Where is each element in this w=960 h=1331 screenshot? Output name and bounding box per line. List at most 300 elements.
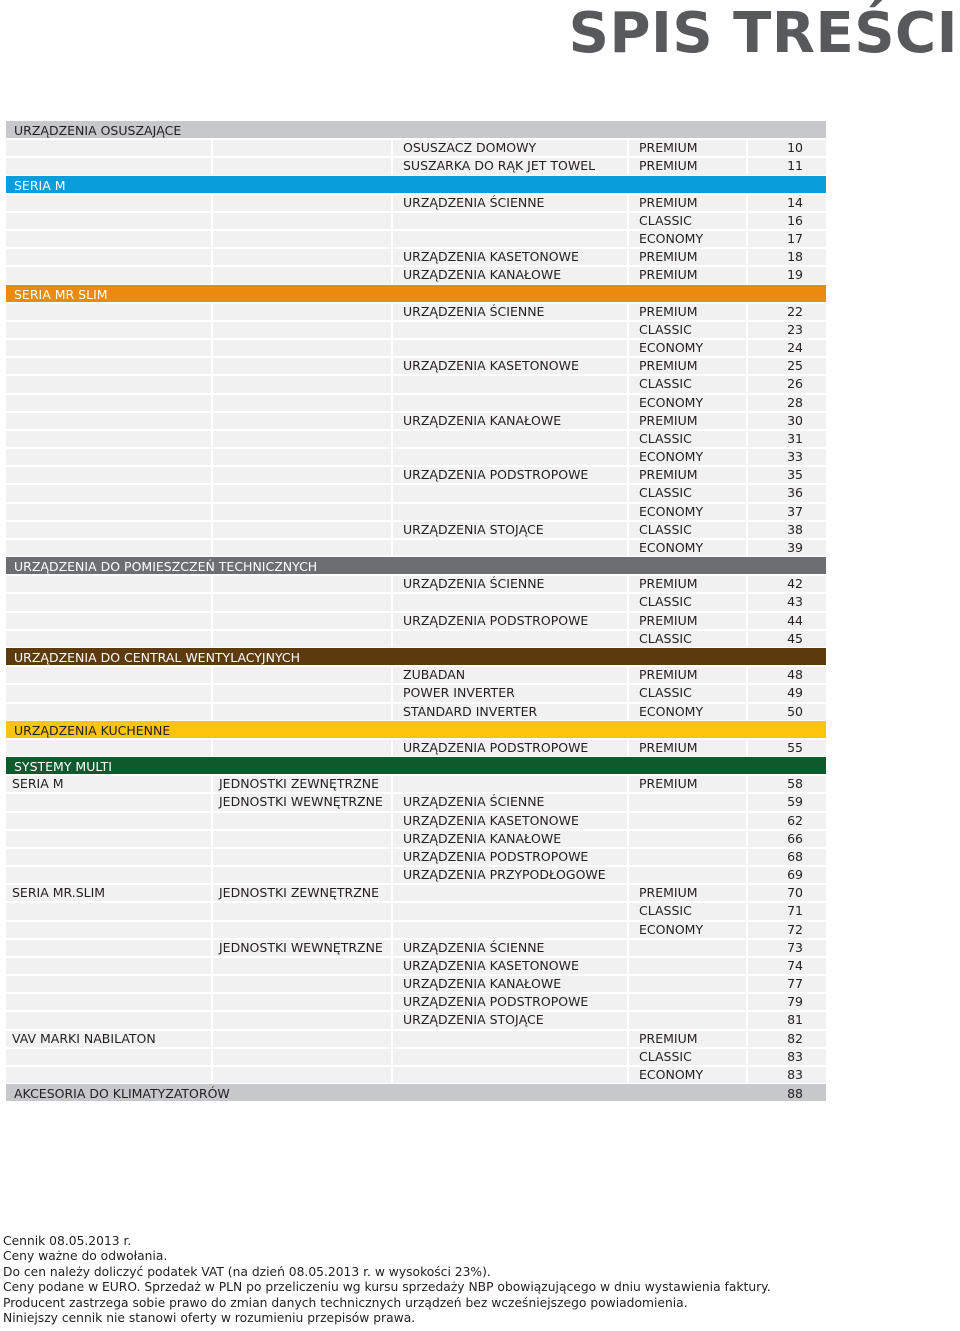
class-cell: CLASSIC bbox=[629, 685, 746, 701]
series-cell bbox=[6, 195, 211, 211]
device-cell bbox=[393, 594, 627, 610]
section-header bbox=[6, 557, 826, 575]
class-cell: PREMIUM bbox=[629, 885, 746, 901]
class-cell: PREMIUM bbox=[629, 613, 746, 629]
series-cell bbox=[6, 431, 211, 447]
class-cell: ECONOMY bbox=[629, 449, 746, 465]
page-title: SPIS TREŚCI bbox=[568, 1, 958, 66]
table-row bbox=[6, 830, 826, 848]
table-of-contents bbox=[6, 121, 826, 1102]
unit-type-cell bbox=[213, 431, 391, 447]
device-cell: URZĄDZENIA KASETONOWE bbox=[393, 958, 627, 974]
page-number: 38 bbox=[748, 522, 826, 538]
table-row bbox=[6, 593, 826, 611]
device-cell: POWER INVERTER bbox=[393, 685, 627, 701]
table-row bbox=[6, 375, 826, 393]
table-row bbox=[6, 303, 826, 321]
table-row bbox=[6, 339, 826, 357]
unit-type-cell bbox=[213, 395, 391, 411]
class-cell bbox=[629, 813, 746, 829]
section-title: URZĄDZENIA DO CENTRAL WENTYLACYJNYCH bbox=[14, 649, 301, 665]
section-header bbox=[6, 1084, 826, 1102]
unit-type-cell bbox=[213, 667, 391, 683]
page-number: 17 bbox=[748, 231, 826, 247]
section-header-bar bbox=[6, 757, 826, 774]
class-cell: PREMIUM bbox=[629, 776, 746, 792]
series-cell bbox=[6, 903, 211, 919]
unit-type-cell bbox=[213, 813, 391, 829]
class-cell: CLASSIC bbox=[629, 522, 746, 538]
unit-type-cell bbox=[213, 831, 391, 847]
class-cell: PREMIUM bbox=[629, 413, 746, 429]
unit-type-cell bbox=[213, 903, 391, 919]
series-cell bbox=[6, 522, 211, 538]
table-row bbox=[6, 848, 826, 866]
table-row bbox=[6, 775, 826, 793]
device-cell bbox=[393, 885, 627, 901]
table-row bbox=[6, 939, 826, 957]
class-cell: ECONOMY bbox=[629, 395, 746, 411]
unit-type-cell bbox=[213, 922, 391, 938]
series-cell bbox=[6, 594, 211, 610]
device-cell bbox=[393, 485, 627, 501]
class-cell: PREMIUM bbox=[629, 195, 746, 211]
series-cell bbox=[6, 213, 211, 229]
table-row bbox=[6, 902, 826, 920]
device-cell: URZĄDZENIA PODSTROPOWE bbox=[393, 613, 627, 629]
page-number: 79 bbox=[748, 994, 826, 1010]
page-number: 44 bbox=[748, 613, 826, 629]
page-number: 71 bbox=[748, 903, 826, 919]
table-row bbox=[6, 884, 826, 902]
page-number: 72 bbox=[748, 922, 826, 938]
unit-type-cell bbox=[213, 867, 391, 883]
page-number: 25 bbox=[748, 358, 826, 374]
unit-type-cell bbox=[213, 1031, 391, 1047]
device-cell: OSUSZACZ DOMOWY bbox=[393, 140, 627, 156]
series-cell bbox=[6, 504, 211, 520]
table-row bbox=[6, 921, 826, 939]
class-cell bbox=[629, 794, 746, 810]
table-row bbox=[6, 466, 826, 484]
table-row bbox=[6, 739, 826, 757]
table-row bbox=[6, 703, 826, 721]
class-cell: ECONOMY bbox=[629, 504, 746, 520]
unit-type-cell bbox=[213, 340, 391, 356]
device-cell: ZUBADAN bbox=[393, 667, 627, 683]
class-cell bbox=[629, 958, 746, 974]
page-number: 77 bbox=[748, 976, 826, 992]
page-number: 39 bbox=[748, 540, 826, 556]
unit-type-cell bbox=[213, 504, 391, 520]
series-cell bbox=[6, 667, 211, 683]
device-cell bbox=[393, 922, 627, 938]
unit-type-cell bbox=[213, 158, 391, 174]
device-cell: URZĄDZENIA KANAŁOWE bbox=[393, 267, 627, 283]
series-cell bbox=[6, 231, 211, 247]
page-number: 35 bbox=[748, 467, 826, 483]
table-row bbox=[6, 684, 826, 702]
class-cell: PREMIUM bbox=[629, 576, 746, 592]
unit-type-cell bbox=[213, 322, 391, 338]
device-cell bbox=[393, 213, 627, 229]
class-cell: ECONOMY bbox=[629, 922, 746, 938]
table-row bbox=[6, 521, 826, 539]
device-cell: URZĄDZENIA KASETONOWE bbox=[393, 358, 627, 374]
table-row bbox=[6, 194, 826, 212]
page-number: 37 bbox=[748, 504, 826, 520]
page-number: 24 bbox=[748, 340, 826, 356]
unit-type-cell bbox=[213, 594, 391, 610]
section-title: SERIA MR SLIM bbox=[14, 286, 108, 302]
note-line: Ceny podane w EURO. Sprzedaż w PLN po przeliczeniu wg kursu sprzedaży NBP obowiązującego w dniu wystawienia faktury. bbox=[3, 1280, 771, 1295]
table-row bbox=[6, 957, 826, 975]
page-number: 49 bbox=[748, 685, 826, 701]
class-cell: CLASSIC bbox=[629, 213, 746, 229]
device-cell bbox=[393, 903, 627, 919]
unit-type-cell bbox=[213, 467, 391, 483]
series-cell bbox=[6, 304, 211, 320]
unit-type-cell bbox=[213, 249, 391, 265]
page-number: 10 bbox=[748, 140, 826, 156]
unit-type-cell bbox=[213, 413, 391, 429]
unit-type-cell bbox=[213, 576, 391, 592]
page-number: 45 bbox=[748, 631, 826, 647]
class-cell: PREMIUM bbox=[629, 158, 746, 174]
device-cell bbox=[393, 376, 627, 392]
class-cell: CLASSIC bbox=[629, 376, 746, 392]
series-cell bbox=[6, 849, 211, 865]
series-cell bbox=[6, 922, 211, 938]
unit-type-cell bbox=[213, 631, 391, 647]
series-cell bbox=[6, 613, 211, 629]
table-row bbox=[6, 1011, 826, 1029]
device-cell: URZĄDZENIA ŚCIENNE bbox=[393, 794, 627, 810]
class-cell: CLASSIC bbox=[629, 485, 746, 501]
page-number: 23 bbox=[748, 322, 826, 338]
class-cell bbox=[629, 1012, 746, 1028]
device-cell: URZĄDZENIA ŚCIENNE bbox=[393, 304, 627, 320]
table-row bbox=[6, 321, 826, 339]
section-title: URZĄDZENIA OSUSZAJĄCE bbox=[14, 123, 182, 138]
device-cell bbox=[393, 1067, 627, 1083]
class-cell: PREMIUM bbox=[629, 140, 746, 156]
device-cell: URZĄDZENIA ŚCIENNE bbox=[393, 195, 627, 211]
unit-type-cell bbox=[213, 195, 391, 211]
series-cell bbox=[6, 831, 211, 847]
unit-type-cell: JEDNOSTKI WEWNĘTRZNE bbox=[213, 794, 391, 810]
device-cell bbox=[393, 631, 627, 647]
page-number: 14 bbox=[748, 195, 826, 211]
table-row bbox=[6, 430, 826, 448]
series-cell bbox=[6, 794, 211, 810]
device-cell: URZĄDZENIA STOJĄCE bbox=[393, 522, 627, 538]
unit-type-cell bbox=[213, 485, 391, 501]
unit-type-cell bbox=[213, 685, 391, 701]
unit-type-cell bbox=[213, 358, 391, 374]
section-title: URZĄDZENIA DO POMIESZCZEŃ TECHNICZNYCH bbox=[14, 559, 318, 575]
table-row bbox=[6, 1030, 826, 1048]
series-cell bbox=[6, 467, 211, 483]
unit-type-cell bbox=[213, 522, 391, 538]
class-cell: PREMIUM bbox=[629, 467, 746, 483]
unit-type-cell: JEDNOSTKI ZEWNĘTRZNE bbox=[213, 885, 391, 901]
class-cell: PREMIUM bbox=[629, 1031, 746, 1047]
class-cell: PREMIUM bbox=[629, 740, 746, 756]
series-cell bbox=[6, 976, 211, 992]
device-cell: URZĄDZENIA KANAŁOWE bbox=[393, 413, 627, 429]
unit-type-cell bbox=[213, 304, 391, 320]
table-row bbox=[6, 157, 826, 175]
section-header bbox=[6, 121, 826, 139]
series-cell bbox=[6, 940, 211, 956]
unit-type-cell bbox=[213, 376, 391, 392]
series-cell bbox=[6, 449, 211, 465]
section-header bbox=[6, 648, 826, 666]
table-row bbox=[6, 666, 826, 684]
series-cell bbox=[6, 249, 211, 265]
class-cell: CLASSIC bbox=[629, 594, 746, 610]
table-row bbox=[6, 539, 826, 557]
table-row bbox=[6, 866, 826, 884]
unit-type-cell bbox=[213, 740, 391, 756]
page-number: 70 bbox=[748, 885, 826, 901]
note-line: Do cen należy doliczyć podatek VAT (na dzień 08.05.2013 r. w wysokości 23%). bbox=[3, 1264, 491, 1279]
class-cell: PREMIUM bbox=[629, 304, 746, 320]
page-number: 42 bbox=[748, 576, 826, 592]
device-cell bbox=[393, 449, 627, 465]
series-cell bbox=[6, 813, 211, 829]
series-cell bbox=[6, 631, 211, 647]
table-row bbox=[6, 812, 826, 830]
series-cell bbox=[6, 340, 211, 356]
class-cell bbox=[629, 994, 746, 1010]
series-cell bbox=[6, 576, 211, 592]
page-number: 43 bbox=[748, 594, 826, 610]
class-cell: PREMIUM bbox=[629, 358, 746, 374]
section-header-bar bbox=[6, 557, 826, 574]
class-cell: PREMIUM bbox=[629, 249, 746, 265]
page-number: 69 bbox=[748, 867, 826, 883]
series-cell bbox=[6, 358, 211, 374]
page-number: 74 bbox=[748, 958, 826, 974]
class-cell bbox=[629, 849, 746, 865]
unit-type-cell bbox=[213, 704, 391, 720]
device-cell: URZĄDZENIA PODSTROPOWE bbox=[393, 467, 627, 483]
section-header-bar bbox=[6, 648, 826, 665]
class-cell: PREMIUM bbox=[629, 667, 746, 683]
table-row bbox=[6, 1066, 826, 1084]
device-cell bbox=[393, 431, 627, 447]
device-cell: URZĄDZENIA ŚCIENNE bbox=[393, 940, 627, 956]
unit-type-cell bbox=[213, 994, 391, 1010]
unit-type-cell bbox=[213, 449, 391, 465]
page-number: 48 bbox=[748, 667, 826, 683]
series-cell bbox=[6, 267, 211, 283]
page-number: 88 bbox=[787, 1086, 803, 1102]
series-cell bbox=[6, 1049, 211, 1065]
class-cell bbox=[629, 831, 746, 847]
device-cell: URZĄDZENIA STOJĄCE bbox=[393, 1012, 627, 1028]
page-number: 26 bbox=[748, 376, 826, 392]
section-header-bar bbox=[6, 721, 826, 738]
unit-type-cell bbox=[213, 231, 391, 247]
unit-type-cell bbox=[213, 540, 391, 556]
series-cell bbox=[6, 376, 211, 392]
unit-type-cell bbox=[213, 140, 391, 156]
class-cell: ECONOMY bbox=[629, 231, 746, 247]
section-header bbox=[6, 176, 826, 194]
table-row bbox=[6, 266, 826, 284]
series-cell bbox=[6, 958, 211, 974]
series-cell bbox=[6, 322, 211, 338]
series-cell: SERIA MR.SLIM bbox=[6, 885, 211, 901]
note-line: Producent zastrzega sobie prawo do zmian danych technicznych urządzeń bez wcześniejszego powiadomienia. bbox=[3, 1295, 688, 1310]
section-header-bar bbox=[6, 285, 826, 302]
table-row bbox=[6, 575, 826, 593]
table-row bbox=[6, 357, 826, 375]
class-cell: CLASSIC bbox=[629, 903, 746, 919]
device-cell bbox=[393, 1049, 627, 1065]
unit-type-cell bbox=[213, 958, 391, 974]
class-cell bbox=[629, 940, 746, 956]
series-cell bbox=[6, 994, 211, 1010]
section-header-bar bbox=[6, 176, 826, 193]
unit-type-cell bbox=[213, 613, 391, 629]
table-row bbox=[6, 630, 826, 648]
series-cell bbox=[6, 540, 211, 556]
series-cell: SERIA M bbox=[6, 776, 211, 792]
series-cell bbox=[6, 140, 211, 156]
series-cell bbox=[6, 1012, 211, 1028]
page-number: 36 bbox=[748, 485, 826, 501]
page-number: 73 bbox=[748, 940, 826, 956]
table-row bbox=[6, 993, 826, 1011]
class-cell: ECONOMY bbox=[629, 704, 746, 720]
page-number: 58 bbox=[748, 776, 826, 792]
page-number: 81 bbox=[748, 1012, 826, 1028]
table-row bbox=[6, 975, 826, 993]
device-cell: URZĄDZENIA PODSTROPOWE bbox=[393, 740, 627, 756]
class-cell: CLASSIC bbox=[629, 1049, 746, 1065]
series-cell bbox=[6, 867, 211, 883]
series-cell bbox=[6, 395, 211, 411]
unit-type-cell bbox=[213, 1067, 391, 1083]
device-cell bbox=[393, 340, 627, 356]
page-number: 30 bbox=[748, 413, 826, 429]
section-header bbox=[6, 757, 826, 775]
note-line: Ceny ważne do odwołania. bbox=[3, 1249, 168, 1264]
page-number: 62 bbox=[748, 813, 826, 829]
table-row bbox=[6, 230, 826, 248]
class-cell bbox=[629, 867, 746, 883]
device-cell: URZĄDZENIA KANAŁOWE bbox=[393, 831, 627, 847]
device-cell: URZĄDZENIA KASETONOWE bbox=[393, 813, 627, 829]
table-row bbox=[6, 793, 826, 811]
unit-type-cell bbox=[213, 976, 391, 992]
class-cell bbox=[629, 976, 746, 992]
section-header-bar bbox=[6, 1084, 826, 1101]
page-number: 83 bbox=[748, 1049, 826, 1065]
device-cell: URZĄDZENIA KANAŁOWE bbox=[393, 976, 627, 992]
unit-type-cell bbox=[213, 1049, 391, 1065]
series-cell bbox=[6, 740, 211, 756]
series-cell: VAV MARKI NABILATON bbox=[6, 1031, 211, 1047]
device-cell bbox=[393, 231, 627, 247]
class-cell: ECONOMY bbox=[629, 540, 746, 556]
unit-type-cell bbox=[213, 1012, 391, 1028]
price-list-notes bbox=[3, 1234, 771, 1326]
page-number: 66 bbox=[748, 831, 826, 847]
page-number: 18 bbox=[748, 249, 826, 265]
device-cell bbox=[393, 322, 627, 338]
class-cell: CLASSIC bbox=[629, 322, 746, 338]
class-cell: CLASSIC bbox=[629, 431, 746, 447]
page-number: 59 bbox=[748, 794, 826, 810]
device-cell bbox=[393, 776, 627, 792]
device-cell bbox=[393, 540, 627, 556]
series-cell bbox=[6, 1067, 211, 1083]
table-row bbox=[6, 248, 826, 266]
table-row bbox=[6, 503, 826, 521]
unit-type-cell bbox=[213, 267, 391, 283]
page-number: 22 bbox=[748, 304, 826, 320]
page-number: 82 bbox=[748, 1031, 826, 1047]
table-row bbox=[6, 448, 826, 466]
unit-type-cell: JEDNOSTKI ZEWNĘTRZNE bbox=[213, 776, 391, 792]
page-number: 33 bbox=[748, 449, 826, 465]
section-header bbox=[6, 721, 826, 739]
table-row bbox=[6, 412, 826, 430]
device-cell: SUSZARKA DO RĄK JET TOWEL bbox=[393, 158, 627, 174]
table-row bbox=[6, 612, 826, 630]
device-cell bbox=[393, 504, 627, 520]
device-cell: URZĄDZENIA ŚCIENNE bbox=[393, 576, 627, 592]
device-cell: URZĄDZENIA KASETONOWE bbox=[393, 249, 627, 265]
page-number: 16 bbox=[748, 213, 826, 229]
section-title: SYSTEMY MULTI bbox=[14, 759, 112, 775]
device-cell: STANDARD INVERTER bbox=[393, 704, 627, 720]
page-number: 83 bbox=[748, 1067, 826, 1083]
page-number: 55 bbox=[748, 740, 826, 756]
table-row bbox=[6, 139, 826, 157]
table-row bbox=[6, 212, 826, 230]
class-cell: ECONOMY bbox=[629, 340, 746, 356]
page-number: 11 bbox=[748, 158, 826, 174]
unit-type-cell bbox=[213, 849, 391, 865]
series-cell bbox=[6, 485, 211, 501]
page-number: 28 bbox=[748, 395, 826, 411]
table-row bbox=[6, 484, 826, 502]
section-header bbox=[6, 285, 826, 303]
section-title: URZĄDZENIA KUCHENNE bbox=[14, 722, 171, 738]
table-row bbox=[6, 1048, 826, 1066]
class-cell: ECONOMY bbox=[629, 1067, 746, 1083]
page-number: 68 bbox=[748, 849, 826, 865]
note-line: Niniejszy cennik nie stanowi oferty w rozumieniu przepisów prawa. bbox=[3, 1311, 416, 1326]
class-cell: PREMIUM bbox=[629, 267, 746, 283]
page-number: 19 bbox=[748, 267, 826, 283]
device-cell: URZĄDZENIA PODSTROPOWE bbox=[393, 994, 627, 1010]
unit-type-cell bbox=[213, 213, 391, 229]
device-cell bbox=[393, 1031, 627, 1047]
section-title: AKCESORIA DO KLIMATYZATORÓW bbox=[14, 1086, 230, 1102]
series-cell bbox=[6, 704, 211, 720]
device-cell bbox=[393, 395, 627, 411]
table-row bbox=[6, 394, 826, 412]
device-cell: URZĄDZENIA PRZYPODŁOGOWE bbox=[393, 867, 627, 883]
series-cell bbox=[6, 413, 211, 429]
